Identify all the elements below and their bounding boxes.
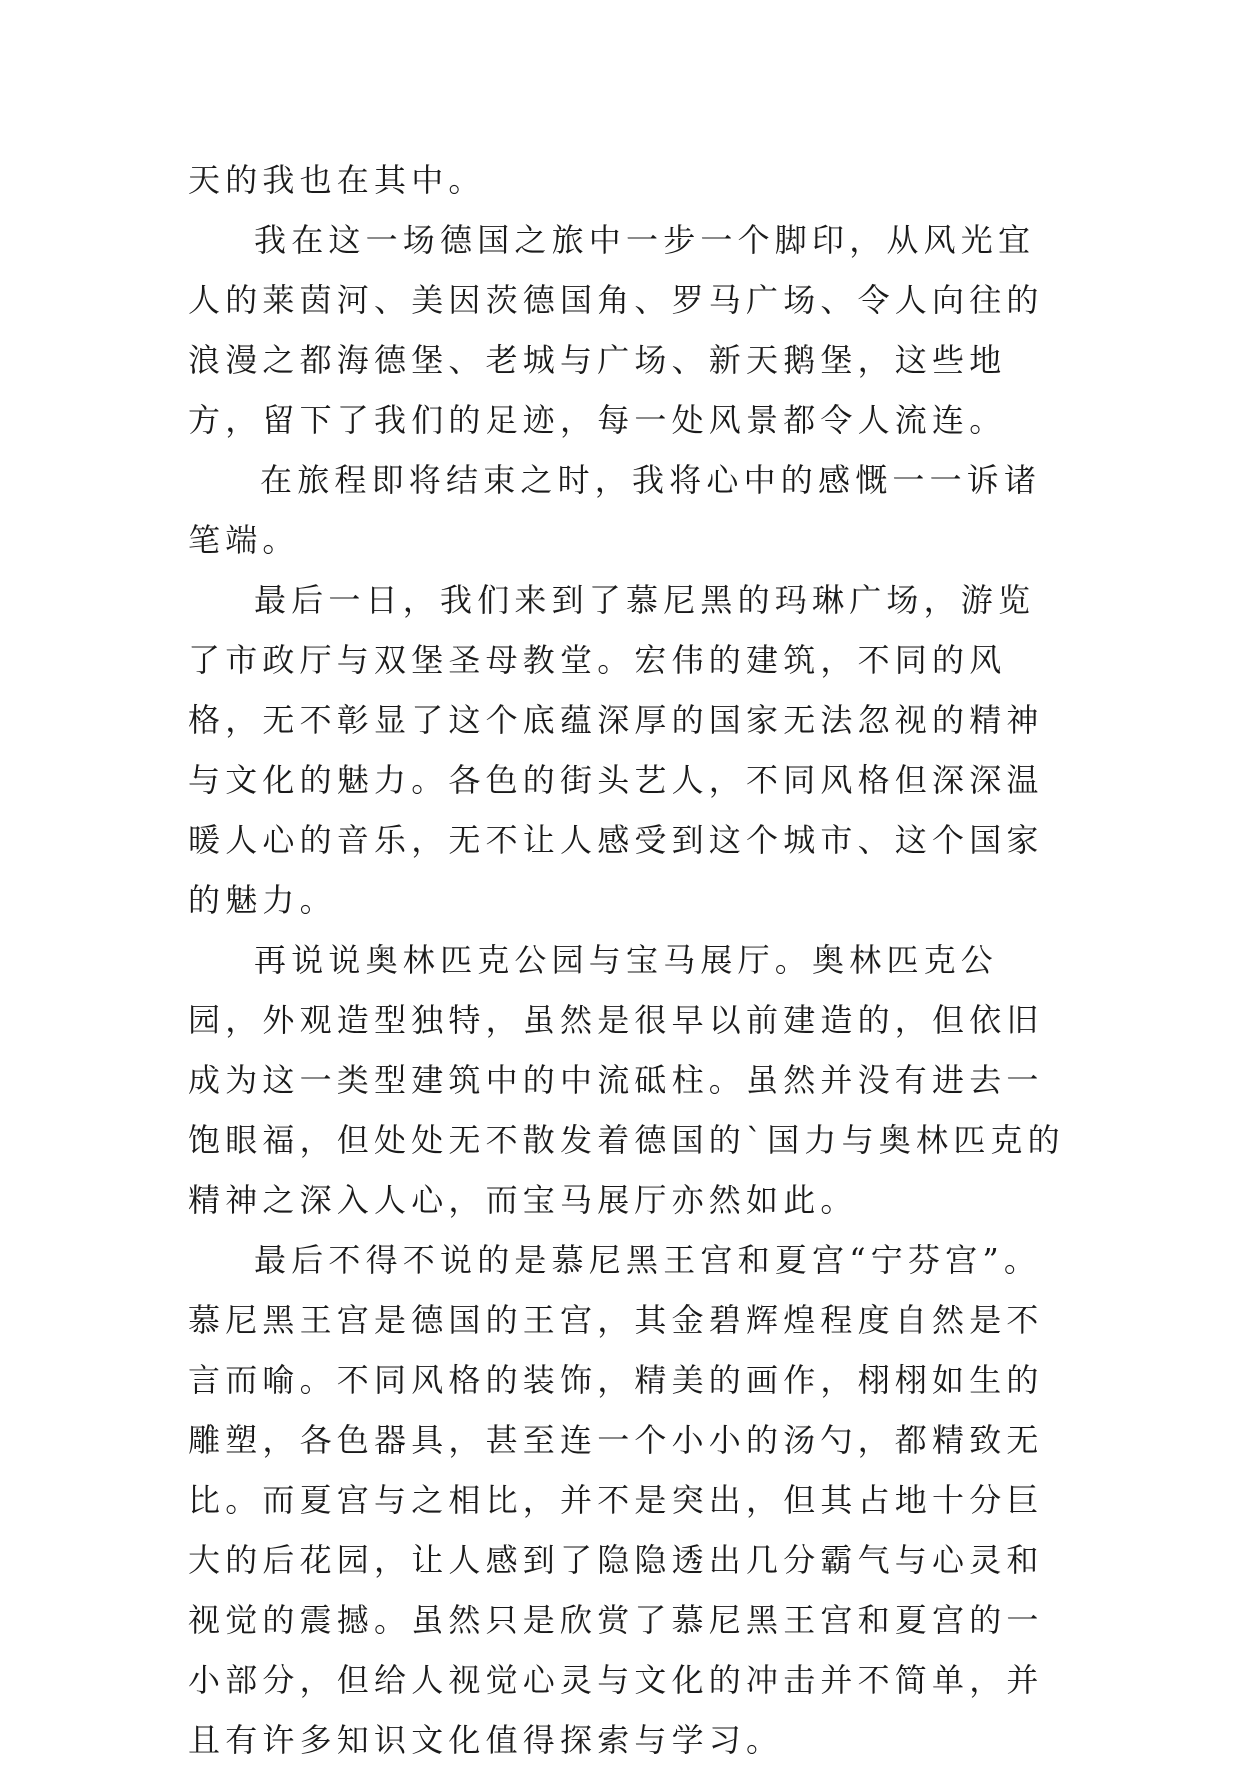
paragraph-journey-end: 在旅程即将结束之时，我将心中的感慨一一诉诸笔端。 — [188, 461, 1042, 559]
document-body — [188, 150, 1068, 1770]
paragraph-continuation: 天的我也在其中。 — [188, 161, 486, 199]
paragraph-marienplatz: 最后一日，我们来到了慕尼黑的玛琳广场，游览了市政厅与双堡圣母教堂。宏伟的建筑，不同的风格，无不彰显了这个底蕴深厚的国家无法忽视的精神与文化的魅力。各色的街头艺人，不同风格但深深温暖人心的音乐，无不让人感受到这个城市、这个国家的魅力。 — [188, 581, 1044, 919]
paragraph-munich-residence: 最后不得不说的是慕尼黑王宫和夏宫“宁芬宫”。慕尼黑王宫是德国的王宫，其金碧辉煌程度自然是不言而喻。不同风格的装饰，精美的画作，栩栩如生的雕塑，各色器具，甚至连一个小小的汤勺，都精致无比。而夏宫与之相比，并不是突出，但其占地十分巨大的后花园，让人感到了隐隐透出几分霸气与心灵和视觉的震撼。虽然只是欣赏了慕尼黑王宫和夏宫的一小部分，但给人视觉心灵与文化的冲击并不简单，并且有许多知识文化值得探索与学习。 — [188, 1241, 1044, 1759]
paragraph-travel-footprints: 我在这一场德国之旅中一步一个脚印，从风光宜人的莱茵河、美因茨德国角、罗马广场、令人向往的浪漫之都海德堡、老城与广场、新天鹅堡，这些地方，留下了我们的足迹，每一处风景都令人流连。 — [188, 221, 1044, 439]
paragraph-olympic-park: 再说说奥林匹克公园与宝马展厅。奥林匹克公园，外观造型独特，虽然是很早以前建造的，但依旧成为这一类型建筑中的中流砥柱。虽然并没有进去一饱眼福，但处处无不散发着德国的`国力与奥林匹克的精神之深入人心，而宝马展厅亦然如此。 — [188, 941, 1065, 1219]
